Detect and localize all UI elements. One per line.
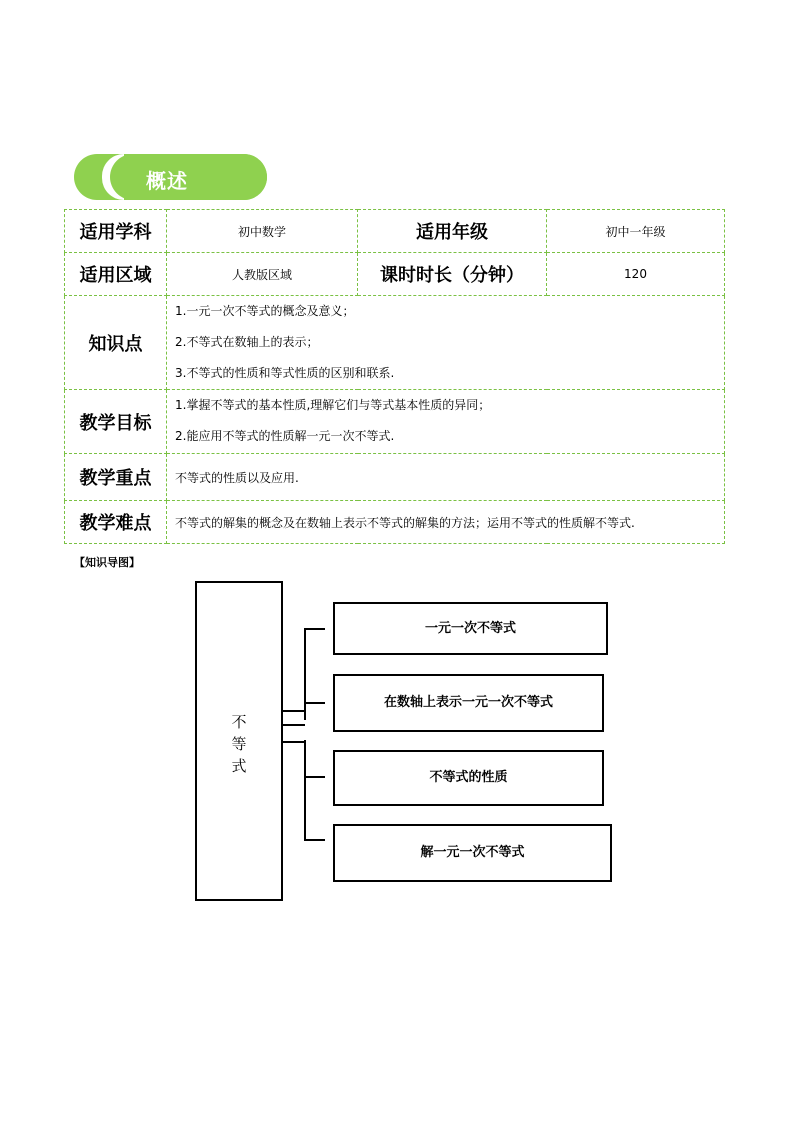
mindmap-branch-box — [333, 750, 604, 806]
duration-value: 120 — [547, 253, 725, 296]
goals-label: 教学目标 — [65, 390, 167, 454]
mindmap-root-box — [195, 581, 283, 901]
list-item: 3.不等式的性质和等式性质的区别和联系. — [175, 366, 395, 380]
subject-value: 初中数学 — [167, 210, 358, 253]
connector-line — [304, 628, 306, 720]
list-item: 1.一元一次不等式的概念及意义； — [175, 304, 355, 318]
key-value: 不等式的性质以及应用. — [167, 454, 725, 501]
duration-label: 课时时长（分钟） — [358, 253, 547, 296]
root-char: 式 — [231, 757, 247, 775]
branch-label: 一元一次不等式 — [424, 621, 516, 636]
difficulty-label: 教学难点 — [65, 501, 167, 544]
connector-line — [304, 839, 325, 841]
connector-line — [283, 741, 305, 743]
list-item: 1.掌握不等式的基本性质,理解它们与等式基本性质的异同； — [175, 398, 491, 412]
connector-line — [304, 740, 306, 840]
header-pill-inner — [110, 154, 267, 200]
region-label: 适用区域 — [65, 253, 167, 296]
knowledge-list — [167, 296, 725, 390]
region-value: 人教版区域 — [167, 253, 358, 296]
table-row — [65, 253, 725, 296]
connector-line — [304, 628, 325, 630]
goals-list — [167, 390, 725, 454]
list-item: 2.能应用不等式的性质解一元一次不等式. — [175, 429, 395, 443]
list-item: 2.不等式在数轴上的表示； — [175, 335, 319, 349]
mindmap-branch-box — [333, 674, 604, 732]
connector-line — [283, 724, 305, 726]
table-row — [65, 210, 725, 253]
course-info-table — [64, 209, 725, 544]
knowledge-label: 知识点 — [65, 296, 167, 390]
table-row — [65, 454, 725, 501]
section-header — [74, 154, 267, 200]
connector-line — [304, 702, 325, 704]
difficulty-value: 不等式的解集的概念及在数轴上表示不等式的解集的方法；运用不等式的性质解不等式. — [167, 501, 725, 544]
section-title: 概述 — [146, 169, 188, 193]
table-row — [65, 390, 725, 454]
branch-label: 解一元一次不等式 — [420, 845, 525, 860]
root-char: 等 — [231, 735, 247, 753]
root-char: 不 — [231, 713, 247, 731]
mindmap-branch-box — [333, 824, 612, 882]
table-row — [65, 296, 725, 390]
branch-label: 不等式的性质 — [429, 770, 508, 785]
connector-line — [304, 776, 325, 778]
mindmap-branch-box — [333, 602, 608, 655]
subject-label: 适用学科 — [65, 210, 167, 253]
grade-label: 适用年级 — [358, 210, 547, 253]
mindmap-root-text — [197, 711, 281, 777]
grade-value: 初中一年级 — [547, 210, 725, 253]
key-label: 教学重点 — [65, 454, 167, 501]
connector-line — [283, 710, 305, 712]
mindmap-caption: 【知识导图】 — [74, 556, 140, 569]
table-row — [65, 501, 725, 544]
branch-label: 在数轴上表示一元一次不等式 — [383, 695, 553, 710]
